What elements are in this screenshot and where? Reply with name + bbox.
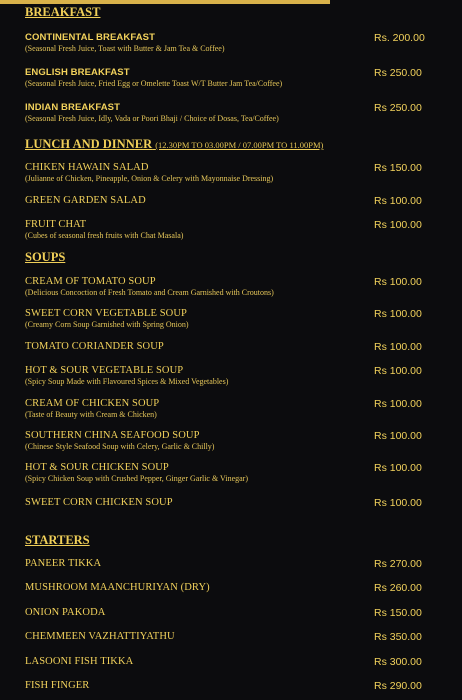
- menu-item: [25, 162, 435, 183]
- item-name: MUSHROOM MAANCHURIYAN (DRY): [25, 582, 210, 593]
- item-price: Rs 100.00: [374, 462, 422, 474]
- item-description: (Cubes of seasonal fresh fruits with Chat Masala): [25, 231, 184, 240]
- menu-item: [25, 607, 435, 618]
- item-name: PANEER TIKKA: [25, 558, 102, 569]
- item-name: CONTINENTAL BREAKFAST: [25, 32, 155, 43]
- item-name: SWEET CORN CHICKEN SOUP: [25, 497, 173, 508]
- item-description: (Spicy Chicken Soup with Crushed Pepper, Ginger Garlic & Vinegar): [25, 474, 249, 483]
- item-price: Rs 100.00: [374, 195, 422, 207]
- menu-item: [25, 365, 435, 386]
- item-name: CHEMMEEN VAZHATTIYATHU: [25, 631, 175, 642]
- menu-item: [25, 497, 435, 508]
- item-price: Rs 100.00: [374, 430, 422, 442]
- menu-item: [25, 656, 435, 667]
- item-price: Rs 150.00: [374, 162, 422, 174]
- item-price: Rs 100.00: [374, 398, 422, 410]
- section-lunch-heading: LUNCH AND DINNER: [25, 137, 153, 151]
- section-lunch-title: [25, 137, 323, 152]
- item-description: (Taste of Beauty with Cream & Chicken): [25, 410, 157, 419]
- item-price: Rs 250.00: [374, 102, 422, 114]
- menu-item: [25, 558, 435, 569]
- item-description: (Julianne of Chicken, Pineapple, Onion & Celery with Mayonnaise Dressing): [25, 174, 274, 183]
- section-soups-title: SOUPS: [25, 250, 66, 264]
- menu-item: [25, 32, 435, 53]
- item-price: Rs 100.00: [374, 497, 422, 509]
- item-name: SWEET CORN VEGETABLE SOUP: [25, 308, 187, 319]
- item-name: SOUTHERN CHINA SEAFOOD SOUP: [25, 430, 200, 441]
- menu-item: [25, 195, 435, 206]
- menu-item: [25, 219, 435, 240]
- item-price: Rs 350.00: [374, 631, 422, 643]
- item-name: GREEN GARDEN SALAD: [25, 195, 146, 206]
- item-price: Rs 100.00: [374, 219, 422, 231]
- menu-item: [25, 462, 435, 483]
- item-price: Rs 260.00: [374, 582, 422, 594]
- menu-item: [25, 582, 435, 593]
- item-name: TOMATO CORIANDER SOUP: [25, 341, 164, 352]
- item-name: HOT & SOUR VEGETABLE SOUP: [25, 365, 184, 376]
- menu-item: [25, 398, 435, 419]
- item-price: Rs 250.00: [374, 67, 422, 79]
- item-name: ONION PAKODA: [25, 607, 106, 618]
- item-description: (Seasonal Fresh Juice, Toast with Butter & Jam Tea & Coffee): [25, 44, 225, 53]
- item-price: Rs 290.00: [374, 680, 422, 692]
- item-price: Rs 150.00: [374, 607, 422, 619]
- menu-item: [25, 67, 435, 88]
- item-price: Rs 100.00: [374, 341, 422, 353]
- item-price: Rs. 200.00: [374, 32, 425, 44]
- item-price: Rs 300.00: [374, 656, 422, 668]
- menu-item: [25, 308, 435, 329]
- menu-item: [25, 631, 435, 642]
- item-name: ENGLISH BREAKFAST: [25, 67, 130, 78]
- item-name: INDIAN BREAKFAST: [25, 102, 121, 113]
- item-description: (Chinese Style Seafood Soup with Celery, Garlic & Chilly): [25, 442, 215, 451]
- item-description: (Seasonal Fresh Juice, Idly, Vada or Poori Bhaji / Choice of Dosas, Tea/Coffee): [25, 114, 279, 123]
- item-name: FRUIT CHAT: [25, 219, 87, 230]
- section-breakfast-title: BREAKFAST: [25, 5, 101, 19]
- menu-item: [25, 102, 435, 123]
- item-name: CREAM OF TOMATO SOUP: [25, 276, 156, 287]
- item-name: LASOONI FISH TIKKA: [25, 656, 134, 667]
- item-price: Rs 100.00: [374, 365, 422, 377]
- item-description: (Spicy Soup Made with Flavoured Spices & Mixed Vegetables): [25, 377, 229, 386]
- item-price: Rs 100.00: [374, 276, 422, 288]
- menu-item: [25, 276, 435, 297]
- menu-item: [25, 341, 435, 352]
- item-price: Rs 270.00: [374, 558, 422, 570]
- menu-item: [25, 680, 435, 691]
- item-price: Rs 100.00: [374, 308, 422, 320]
- item-name: FISH FINGER: [25, 680, 90, 691]
- item-description: (Seasonal Fresh Juice, Fried Egg or Omelette Toast W/T Butter Jam Tea/Coffee): [25, 79, 283, 88]
- item-name: CREAM OF CHICKEN SOUP: [25, 398, 160, 409]
- menu-item: [25, 430, 435, 451]
- item-name: HOT & SOUR CHICKEN SOUP: [25, 462, 169, 473]
- item-description: (Delicious Concoction of Fresh Tomato and Cream Garnished with Croutons): [25, 288, 274, 297]
- section-starters-title: STARTERS: [25, 533, 90, 547]
- section-lunch-hours: (12.30PM TO 03.00PM / 07.00PM TO 11.00PM): [155, 140, 324, 150]
- item-description: (Creamy Corn Soup Garnished with Spring Onion): [25, 320, 189, 329]
- item-name: CHIKEN HAWAIN SALAD: [25, 162, 149, 173]
